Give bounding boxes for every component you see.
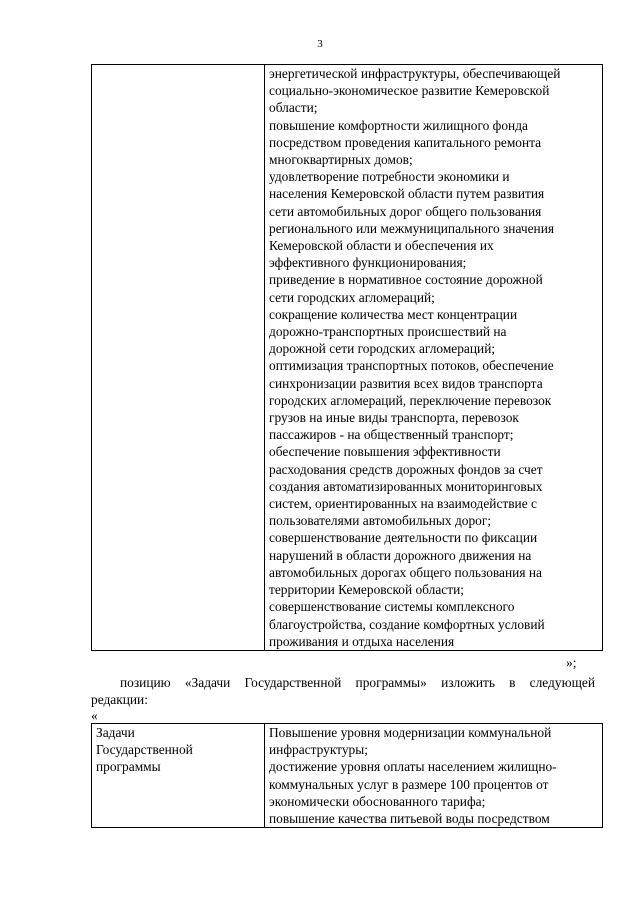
closing-quote: »;: [566, 655, 577, 670]
text-line: приведение в нормативное состояние дорожной: [269, 272, 543, 288]
table-cell-left: [92, 724, 265, 828]
text-line: Государственной: [96, 742, 193, 758]
text-line: грузов на иные виды транспорта, перевозок: [269, 410, 519, 426]
text-line: дорожно-транспортных происшествий на: [269, 324, 507, 340]
text-line: территории Кемеровской области;: [269, 582, 464, 598]
paragraph-line: позицию «Задачи Государственной программы» изложить в следующей: [120, 675, 595, 690]
text-line: проживания и отдыха населения: [269, 633, 455, 649]
text-line: оптимизация транспортных потоков, обеспечение: [269, 358, 554, 374]
text-line: нарушений в области дорожного движения на: [269, 547, 532, 563]
text-line: энергетической инфраструктуры, обеспечивающей: [269, 66, 561, 81]
text-line: обеспечение повышения эффективности: [269, 444, 501, 460]
page-number: 3: [317, 38, 323, 50]
continuation-table: [91, 64, 603, 651]
text-line: пользователями автомобильных дорог;: [269, 513, 492, 529]
text-line: экономически обоснованного тарифа;: [269, 793, 486, 809]
text-line: посредством проведения капитального ремонта: [269, 134, 542, 150]
text-line: сокращение количества мест концентрации: [269, 306, 518, 322]
table-cell-left: [92, 65, 265, 651]
text-line: совершенствование системы комплексного: [269, 599, 515, 615]
text-line: пассажиров - на общественный транспорт;: [269, 427, 514, 443]
table-row: [92, 724, 603, 828]
table-cell-right: [265, 65, 603, 651]
text-line: сети городских агломераций;: [269, 289, 435, 305]
text-line: Повышение уровня модернизации коммунальной: [269, 725, 552, 740]
text-line: области;: [269, 100, 318, 116]
text-line: программы: [96, 759, 161, 775]
text-line: сети автомобильных дорог общего пользования: [269, 203, 542, 219]
text-line: синхронизации развития всех видов транспорта: [269, 375, 543, 391]
text-line: удовлетворение потребности экономики и: [269, 169, 510, 185]
text-line: регионального или межмуниципального значения: [269, 220, 555, 236]
text-line: инфраструктуры;: [269, 742, 368, 758]
text-line: создания автоматизированных мониторинговых: [269, 478, 543, 494]
tasks-table: [91, 723, 603, 828]
text-line: повышение качества питьевой воды посредством: [269, 811, 550, 827]
text-line: повышение комфортности жилищного фонда: [269, 117, 528, 133]
text-line: городских агломераций, переключение перевозок: [269, 392, 552, 408]
text-line: социально-экономическое развитие Кемеровской: [269, 83, 550, 99]
text-line: дорожной сети городских агломераций;: [269, 341, 496, 357]
text-line: многоквартирных домов;: [269, 152, 413, 168]
table-cell-right: [265, 724, 603, 828]
text-line: совершенствование деятельности по фиксации: [269, 530, 538, 546]
text-line: достижение уровня оплаты населением жилищно-: [269, 759, 557, 775]
text-line: Задачи: [96, 725, 135, 740]
text-line: автомобильных дорогах общего пользования на: [269, 564, 542, 580]
body-paragraph: [91, 674, 595, 708]
text-line: эффективного функционирования;: [269, 255, 467, 271]
text-line: коммунальных услуг в размере 100 процентов от: [269, 776, 549, 792]
text-line: населения Кемеровской области путем развития: [269, 186, 545, 202]
opening-quote: «: [91, 708, 98, 723]
table-row: [92, 65, 603, 651]
text-line: систем, ориентированных на взаимодействие с: [269, 496, 537, 512]
paragraph-line: редакции:: [91, 692, 148, 708]
text-line: благоустройства, создание комфортных условий: [269, 616, 545, 632]
text-line: Кемеровской области и обеспечения их: [269, 238, 494, 254]
text-line: расходования средств дорожных фондов за счет: [269, 461, 543, 477]
